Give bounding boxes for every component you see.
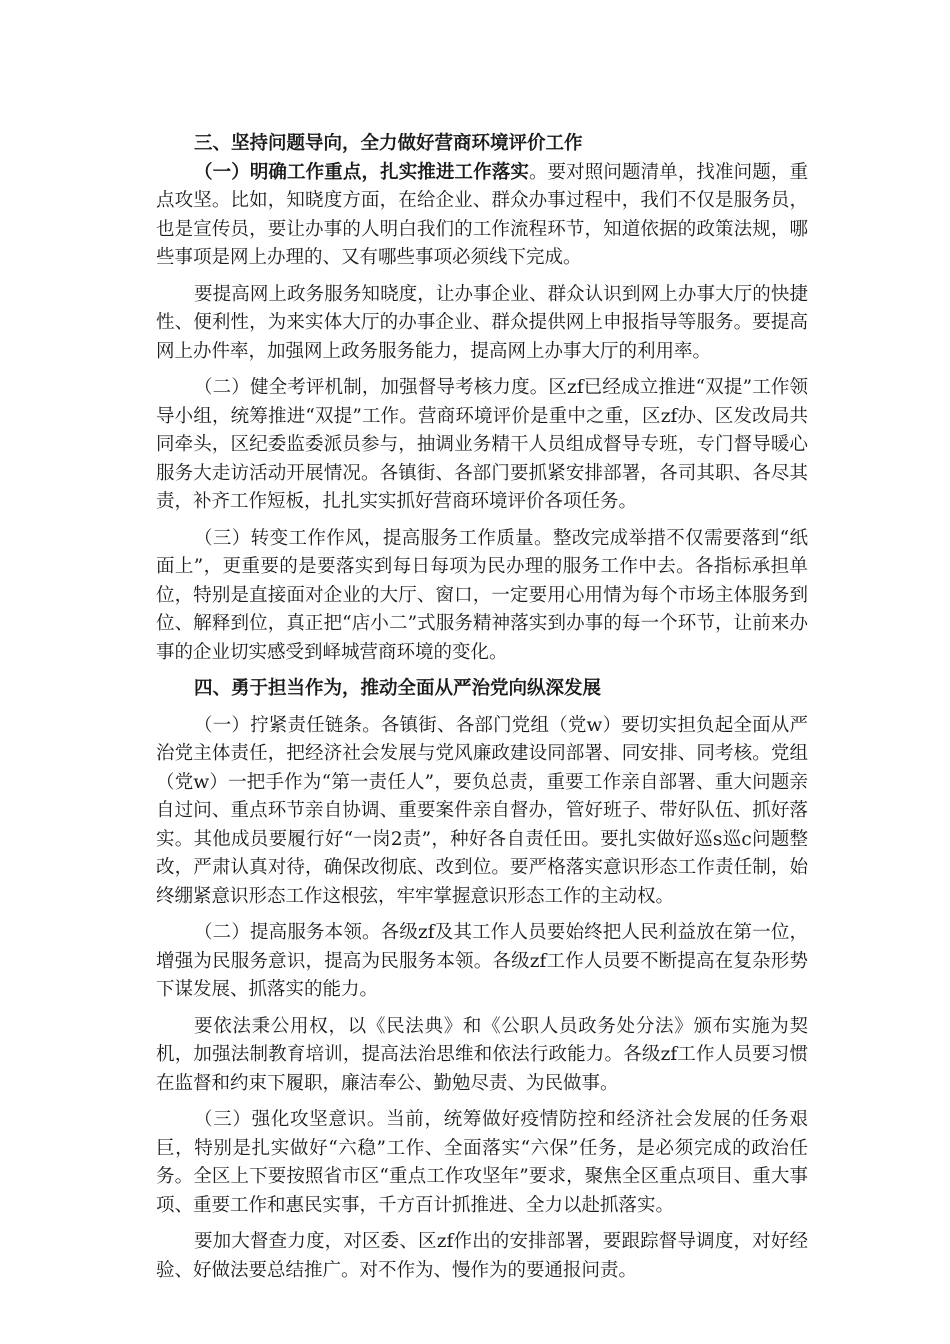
section-4-paragraph-1: （一）拧紧责任链条。各镇街、各部门党组（党w）要切实担负起全面从严治党主体责任，把经济社会发展与党风廉政建设同部署、同安排、同考核。党组（党w）一把手作为“第一责任人”，要负总责，重要工作亲自部署、重大问题亲自过问、重点环节亲自协调、重要案件亲自督办，管好班子、带好队伍、抓好落实。其他成员要履行好“一岗2责”，种好各自责任田。要扎实做好巡s巡c问题整改，严肃认真对待，确保改彻底、改到位。要严格落实意识形态工作责任制，始终绷紧意识形态工作这根弦，牢牢掌握意识形态工作的主动权。: [156, 714, 808, 907]
section-4-paragraph-2: （二）提高服务本领。各级zf及其工作人员要始终把人民利益放在第一位，增强为民服务意识，提高为民服务本领。各级zf工作人员要不断提高在复杂形势下谋发展、抓落实的能力。: [156, 922, 808, 1000]
section-4-paragraph-5: 要加大督查力度，对区委、区zf作出的安排部署，要跟踪督导调度，对好经验、好做法要总结推广。对不作为、慢作为的要通报问责。: [156, 1231, 808, 1281]
section-4-paragraph-4: （三）强化攻坚意识。当前，统筹做好疫情防控和经济社会发展的任务艰巨，特别是扎实做好“六稳”工作、全面落实“六保”任务，是必须完成的政治任务。全区上下要按照省市区“重点工作攻坚年”要求，聚焦全区重点项目、重大事项、重要工作和惠民实事，千方百计抓推进、全力以赴抓落实。: [156, 1109, 808, 1216]
section-3-paragraph-1-lead: （一）明确工作重点，扎实推进工作落实: [194, 161, 529, 183]
section-3-heading: 三、坚持问题导向，全力做好营商环境评价工作: [194, 133, 583, 154]
document-body: [156, 130, 808, 1293]
section-3-paragraph-3: （二）健全考评机制，加强督导考核力度。区zf已经成立推进“双提”工作领导小组，统筹推进“双提”工作。营商环境评价是重中之重，区zf办、区发改局共同牵头，区纪委监委派员参与，抽调业务精干人员组成督导专班，专门督导暖心服务大走访活动开展情况。各镇街、各部门要抓紧安排部署，各司其职、各尽其责，补齐工作短板，扎扎实实抓好营商环境评价各项任务。: [156, 377, 808, 512]
section-3-paragraph-1: [156, 159, 808, 273]
section-3-paragraph-2: 要提高网上政务服务知晓度，让办事企业、群众认识到网上办事大厅的快捷性、便利性，为来实体大厅的办事企业、群众提供网上申报指导等服务。要提高网上办件率，加强网上政务服务能力，提高网上办事大厅的利用率。: [156, 283, 808, 362]
section-3-paragraph-4: （三）转变工作作风，提高服务工作质量。整改完成举措不仅需要落到“纸面上”，更重要的是要落实到每日每项为民办理的服务工作中去。各指标承担单位，特别是直接面对企业的大厅、窗口，一定要用心用情为每个市场主体服务到位、解释到位，真正把“店小二”式服务精神落实到办事的每一个环节，让前来办事的企业切实感受到峄城营商环境的变化。: [156, 527, 808, 663]
section-4-paragraph-3: 要依法秉公用权，以《民法典》和《公职人员政务处分法》颁布实施为契机，加强法制教育培训，提高法治思维和依法行政能力。各级zf工作人员要习惯在监督和约束下履职，廉洁奉公、勤勉尽责、为民做事。: [156, 1015, 808, 1094]
section-4-heading: 四、勇于担当作为，推动全面从严治党向纵深发展: [194, 678, 602, 699]
section-3-paragraph-1-text: 。要对照问题清单，找准问题，重点攻坚。比如，知晓度方面，在给企业、群众办事过程中，我们不仅是服务员，也是宣传员，要让办事的人明白我们的工作流程环节，知道依据的政策法规，哪些事项是网上办理的、又有哪些事项必须线下完成。: [156, 161, 808, 268]
